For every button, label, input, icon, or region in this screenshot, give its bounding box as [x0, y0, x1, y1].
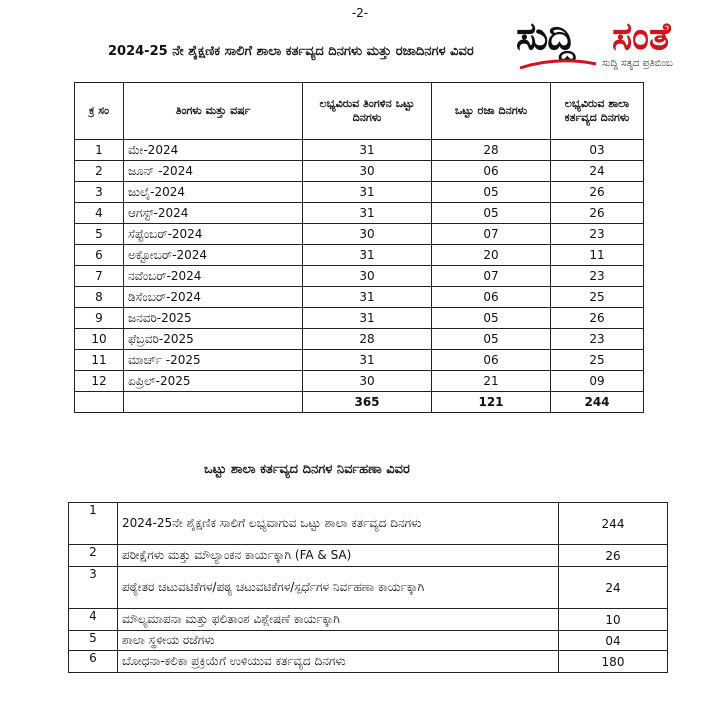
- summary-description: ಮೌಲ್ಯಮಾಪನಾ ಮತ್ತು ಫಲಿತಾಂಶ ವಿಶ್ಲೇಷಣೆ ಕಾರ್ಯಕ್ಕಾಗಿ: [118, 609, 559, 631]
- table-row: [75, 266, 644, 287]
- total-cell: 365: [303, 392, 432, 413]
- table-cell: 30: [303, 371, 432, 392]
- working-days-table: [74, 82, 644, 413]
- table-row: [75, 161, 644, 182]
- table-cell: 26: [551, 308, 644, 329]
- table-cell: 10: [75, 329, 124, 350]
- summary-row: [69, 609, 668, 631]
- header-working-days: ಲಭ್ಯವಿರುವ ಶಾಲಾ ಕರ್ತವ್ಯದ ದಿನಗಳು: [551, 83, 644, 140]
- summary-row: [69, 651, 668, 673]
- table-row: [75, 308, 644, 329]
- table-cell: 12: [75, 371, 124, 392]
- summary-serial: 1: [69, 503, 118, 545]
- summary-value: 10: [559, 609, 668, 631]
- table-cell: 21: [432, 371, 551, 392]
- total-cell: 244: [551, 392, 644, 413]
- empty-cell: [124, 392, 303, 413]
- summary-serial: 6: [69, 651, 118, 673]
- table-cell: 5: [75, 224, 124, 245]
- header-month-year: ತಿಂಗಳು ಮತ್ತು ವರ್ಷ: [124, 83, 303, 140]
- table-cell: ಸೆಪ್ಟೆಂಬರ್-2024: [124, 224, 303, 245]
- total-cell: 121: [432, 392, 551, 413]
- table-row: [75, 245, 644, 266]
- table-cell: 26: [551, 182, 644, 203]
- table-cell: 31: [303, 350, 432, 371]
- logo-text-part1: ಸುದ್ದಿ: [516, 14, 575, 58]
- table-cell: 3: [75, 182, 124, 203]
- table-cell: 23: [551, 329, 644, 350]
- table-cell: ಏಪ್ರಿಲ್-2025: [124, 371, 303, 392]
- table-cell: 31: [303, 287, 432, 308]
- summary-value: 24: [559, 567, 668, 609]
- table-cell: 05: [432, 308, 551, 329]
- header-total-days: ಲಭ್ಯವಿರುವ ತಿಂಗಳಿನ ಒಟ್ಟು ದಿನಗಳು: [303, 83, 432, 140]
- table-cell: 20: [432, 245, 551, 266]
- summary-serial: 4: [69, 609, 118, 631]
- summary-value: 04: [559, 631, 668, 651]
- summary-description: ಪರೀಕ್ಷೆಗಳು ಮತ್ತು ಮೌಲ್ಯಾಂಕನ ಕಾರ್ಯಕ್ಕಾಗಿ (FA & SA): [118, 545, 559, 567]
- table-cell: 31: [303, 308, 432, 329]
- summary-serial: 2: [69, 545, 118, 567]
- summary-value: 26: [559, 545, 668, 567]
- table-cell: ಜೂನ್ -2024: [124, 161, 303, 182]
- summary-value: 180: [559, 651, 668, 673]
- summary-description: ಬೋಧನಾ-ಕಲಿಕಾ ಪ್ರಕ್ರಿಯೆಗೆ ಉಳಿಯುವ ಕರ್ತವ್ಯದ ದಿನಗಳು: [118, 651, 559, 673]
- table-cell: ಜುಲೈ-2024: [124, 182, 303, 203]
- summary-row: [69, 545, 668, 567]
- page-number: -2-: [351, 6, 369, 20]
- table-cell: ಡಿಸೆಂಬರ್-2024: [124, 287, 303, 308]
- table-cell: 23: [551, 224, 644, 245]
- table-row: [75, 203, 644, 224]
- table-cell: 9: [75, 308, 124, 329]
- summary-row: [69, 631, 668, 651]
- table-cell: ಆಗಸ್ಟ್-2024: [124, 203, 303, 224]
- working-days-summary-table: [68, 502, 668, 673]
- table-cell: 30: [303, 224, 432, 245]
- table-cell: 30: [303, 266, 432, 287]
- table-cell: 05: [432, 203, 551, 224]
- section-subtitle: ಒಟ್ಟು ಶಾಲಾ ಕರ್ತವ್ಯದ ದಿನಗಳ ನಿರ್ವಹಣಾ ವಿವರ: [204, 462, 410, 477]
- summary-description: ಶಾಲಾ ಸ್ಥಳೀಯ ರಜೆಗಳು: [118, 631, 559, 651]
- header-serial: ಕ್ರ ಸಂ: [75, 83, 124, 140]
- table-cell: ಮೇ-2024: [124, 140, 303, 161]
- table-cell: 26: [551, 203, 644, 224]
- table-cell: 31: [303, 140, 432, 161]
- summary-description: 2024-25ನೇ ಶೈಕ್ಷಣಿಕ ಸಾಲಿಗೆ ಲಭ್ಯವಾಗುವ ಒಟ್ಟು ಶಾಲಾ ಕರ್ತವ್ಯದ ದಿನಗಳು: [118, 503, 559, 545]
- table-cell: 31: [303, 203, 432, 224]
- table-cell: 2: [75, 161, 124, 182]
- table-cell: 09: [551, 371, 644, 392]
- table-cell: 25: [551, 287, 644, 308]
- summary-serial: 5: [69, 631, 118, 651]
- table-cell: 1: [75, 140, 124, 161]
- table-row: [75, 287, 644, 308]
- logo-swoosh-icon: [518, 58, 598, 70]
- sudhi-sante-logo: [516, 14, 712, 80]
- table-cell: 03: [551, 140, 644, 161]
- logo-text-part2: ಸಂತೆ: [612, 14, 671, 58]
- table-cell: 30: [303, 161, 432, 182]
- table-row: [75, 329, 644, 350]
- logo-tagline: ಸುದ್ದಿ ಸತ್ಯದ ಪ್ರತಿಬಿಂಬ: [602, 58, 673, 69]
- summary-value: 244: [559, 503, 668, 545]
- table-cell: 05: [432, 182, 551, 203]
- table-total-row: [75, 392, 644, 413]
- summary-serial: 3: [69, 567, 118, 609]
- table-cell: 05: [432, 329, 551, 350]
- table-row: [75, 182, 644, 203]
- table-cell: 11: [75, 350, 124, 371]
- table-cell: 11: [551, 245, 644, 266]
- table-cell: 31: [303, 245, 432, 266]
- table-cell: 31: [303, 182, 432, 203]
- table-cell: ಮಾರ್ಚ್ -2025: [124, 350, 303, 371]
- table-cell: 06: [432, 161, 551, 182]
- table-cell: 25: [551, 350, 644, 371]
- table-cell: 8: [75, 287, 124, 308]
- table-cell: 23: [551, 266, 644, 287]
- table-cell: 28: [432, 140, 551, 161]
- table-row: [75, 371, 644, 392]
- summary-description: ಪಠ್ಯೇತರ ಚಟುವಟಿಕೆಗಳ/ಪಠ್ಯ ಚಟುವಟಿಕೆಗಳ/ಸ್ಪರ್ಧೆಗಳ ನಿರ್ವಹಣಾ ಕಾರ್ಯಕ್ಕಾಗಿ: [118, 567, 559, 609]
- table-row: [75, 350, 644, 371]
- header-holidays: ಒಟ್ಟು ರಜಾ ದಿನಗಳು: [432, 83, 551, 140]
- table-cell: 7: [75, 266, 124, 287]
- table-cell: 24: [551, 161, 644, 182]
- summary-row: [69, 503, 668, 545]
- table-row: [75, 224, 644, 245]
- table-cell: ನವೆಂಬರ್-2024: [124, 266, 303, 287]
- table-cell: 06: [432, 287, 551, 308]
- table-cell: 07: [432, 266, 551, 287]
- table-cell: ಫೆಬ್ರವರಿ-2025: [124, 329, 303, 350]
- summary-row: [69, 567, 668, 609]
- table-row: [75, 140, 644, 161]
- table-cell: ಜನವರಿ-2025: [124, 308, 303, 329]
- empty-cell: [75, 392, 124, 413]
- table-cell: 6: [75, 245, 124, 266]
- table-cell: 4: [75, 203, 124, 224]
- table-cell: ಅಕ್ಟೋಬರ್-2024: [124, 245, 303, 266]
- table-cell: 06: [432, 350, 551, 371]
- table-cell: 28: [303, 329, 432, 350]
- table-cell: 07: [432, 224, 551, 245]
- table-header-row: [75, 83, 644, 140]
- document-title: 2024-25 ನೇ ಶೈಕ್ಷಣಿಕ ಸಾಲಿಗೆ ಶಾಲಾ ಕರ್ತವ್ಯದ ದಿನಗಳು ಮತ್ತು ರಜಾದಿನಗಳ ವಿವರ: [108, 44, 474, 59]
